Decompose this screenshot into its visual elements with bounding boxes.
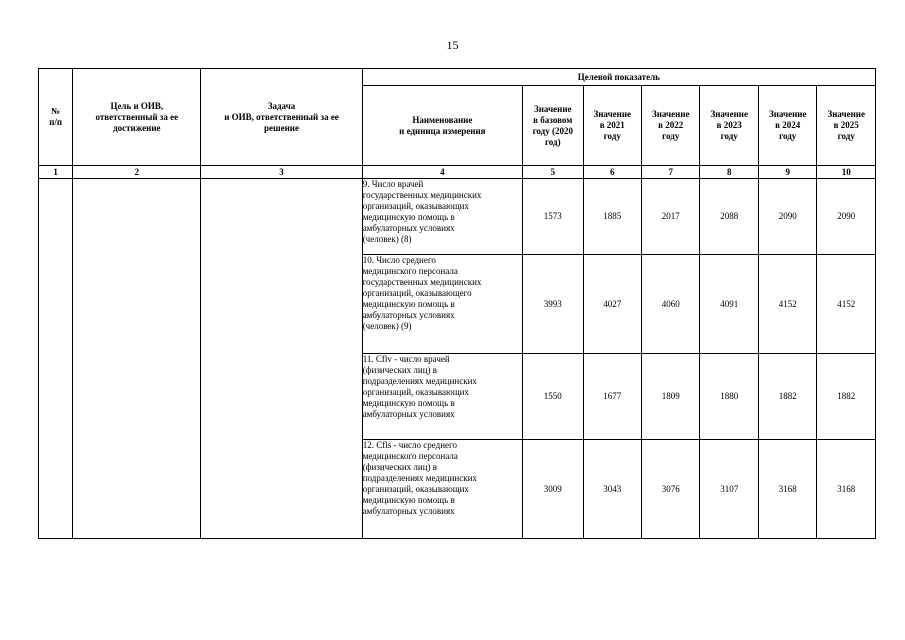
value-2021: 4027 [583, 255, 641, 354]
value-2022: 4060 [642, 255, 700, 354]
value-2024: 3168 [758, 440, 816, 539]
value-2025: 3168 [817, 440, 876, 539]
indicator-name: 12. Cfls - число среднего медицинского персонала (физических лиц) в подразделениях медицинских организаций, оказывающих медицинскую помощь в амбулаторных условиях [362, 440, 522, 539]
target-indicators-table [38, 68, 876, 539]
value-2021: 1677 [583, 354, 641, 440]
column-number: 7 [642, 166, 700, 179]
indicator-name: 11. Cflv - число врачей (физических лиц) в подразделениях медицинских организаций, оказывающих медицинскую помощь в амбулаторных условиях [362, 354, 522, 440]
value-2021: 3043 [583, 440, 641, 539]
value-base: 3993 [523, 255, 584, 354]
column-number: 8 [700, 166, 758, 179]
value-2023: 1880 [700, 354, 758, 440]
table-row [39, 179, 876, 255]
column-number: 3 [201, 166, 362, 179]
cell-goal-empty [73, 179, 201, 539]
value-2024: 2090 [758, 179, 816, 255]
header-target: Целевой показатель [362, 69, 875, 86]
value-2023: 2088 [700, 179, 758, 255]
value-2023: 3107 [700, 440, 758, 539]
value-base: 3009 [523, 440, 584, 539]
value-2025: 1882 [817, 354, 876, 440]
value-2025: 4152 [817, 255, 876, 354]
column-number: 2 [73, 166, 201, 179]
value-2024: 4152 [758, 255, 816, 354]
column-number-row [39, 166, 876, 179]
header-name: Наименование и единица измерения [362, 86, 522, 166]
value-2024: 1882 [758, 354, 816, 440]
column-number: 5 [523, 166, 584, 179]
value-2022: 1809 [642, 354, 700, 440]
page-number: 15 [446, 38, 459, 52]
value-base: 1550 [523, 354, 584, 440]
value-2023: 4091 [700, 255, 758, 354]
header-task: Задача и ОИВ, ответственный за ее решение [201, 69, 362, 166]
column-number: 1 [39, 166, 73, 179]
header-2025: Значение в 2025 году [817, 86, 876, 166]
column-number: 4 [362, 166, 522, 179]
column-number: 9 [758, 166, 816, 179]
value-2025: 2090 [817, 179, 876, 255]
value-2022: 3076 [642, 440, 700, 539]
header-2021: Значение в 2021 году [583, 86, 641, 166]
value-base: 1573 [523, 179, 584, 255]
indicator-name: 9. Число врачей государственных медицинских организаций, оказывающих медицинскую помощь в амбулаторных условиях (человек) (8) [362, 179, 522, 255]
header-num: № п/п [39, 69, 73, 166]
header-goal: Цель и ОИВ, ответственный за ее достижение [73, 69, 201, 166]
value-2021: 1885 [583, 179, 641, 255]
header-2022: Значение в 2022 году [642, 86, 700, 166]
header-2024: Значение в 2024 году [758, 86, 816, 166]
value-2022: 2017 [642, 179, 700, 255]
column-number: 6 [583, 166, 641, 179]
column-number: 10 [817, 166, 876, 179]
indicator-name: 10. Число среднего медицинского персонала государственных медицинских организаций, оказывающего медицинскую помощь в амбулаторных условиях (человек) (9) [362, 255, 522, 354]
header-2023: Значение в 2023 году [700, 86, 758, 166]
header-base: Значение в базовом году (2020 год) [523, 86, 584, 166]
cell-num-empty [39, 179, 73, 539]
cell-task-empty [201, 179, 362, 539]
